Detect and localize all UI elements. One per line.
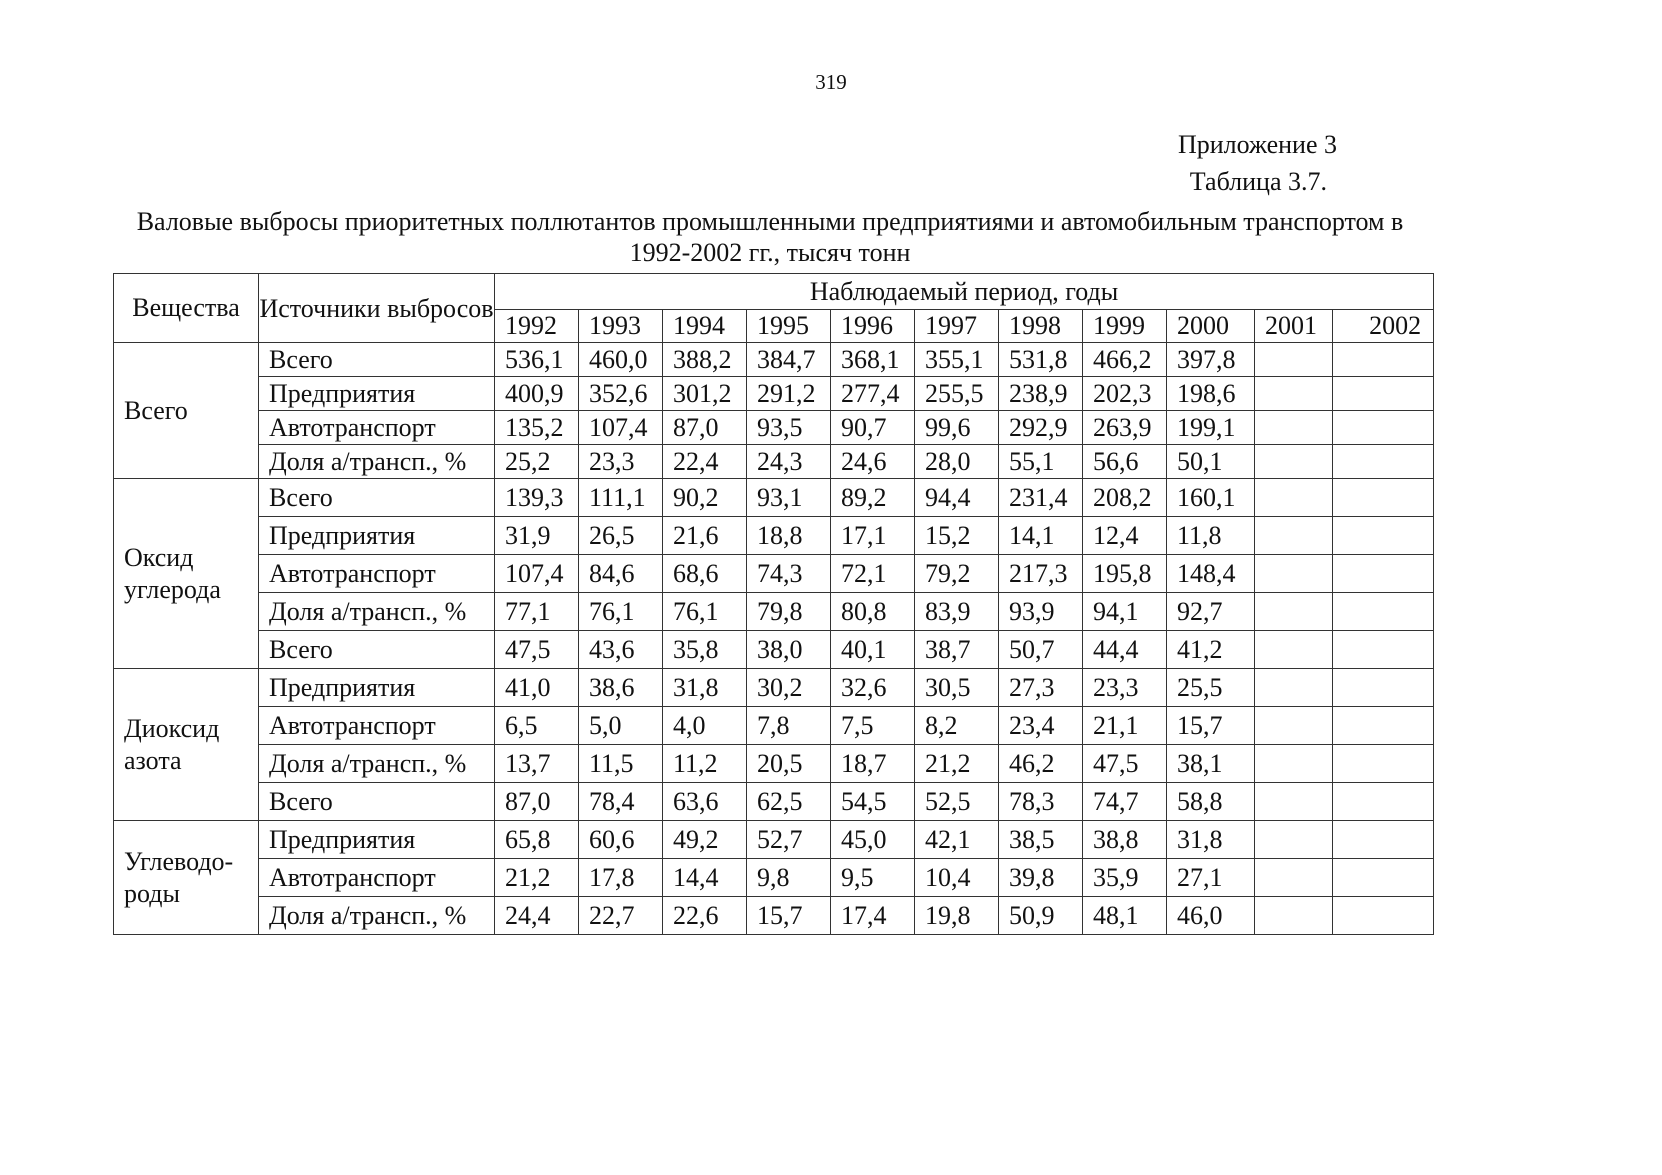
- value-cell: 400,9: [495, 377, 579, 411]
- substance-cell: Оксид углерода: [114, 479, 259, 669]
- value-cell: 49,2: [663, 821, 747, 859]
- value-cell: [1333, 593, 1434, 631]
- table-row: [114, 859, 1434, 897]
- value-cell: 202,3: [1083, 377, 1167, 411]
- source-cell: Всего: [259, 631, 495, 669]
- value-cell: 199,1: [1167, 411, 1255, 445]
- value-cell: 50,9: [999, 897, 1083, 935]
- value-cell: [1255, 479, 1333, 517]
- value-cell: [1333, 445, 1434, 479]
- value-cell: 80,8: [831, 593, 915, 631]
- value-cell: 55,1: [999, 445, 1083, 479]
- source-cell: Автотранспорт: [259, 411, 495, 445]
- source-cell: Доля а/трансп., %: [259, 897, 495, 935]
- value-cell: 92,7: [1167, 593, 1255, 631]
- table-row: [114, 479, 1434, 517]
- emissions-table: [113, 273, 1434, 935]
- value-cell: 65,8: [495, 821, 579, 859]
- value-cell: 8,2: [915, 707, 999, 745]
- value-cell: 87,0: [495, 783, 579, 821]
- value-cell: [1333, 631, 1434, 669]
- value-cell: 397,8: [1167, 343, 1255, 377]
- value-cell: 355,1: [915, 343, 999, 377]
- value-cell: 11,2: [663, 745, 747, 783]
- value-cell: [1255, 593, 1333, 631]
- header-year: 1995: [747, 310, 831, 343]
- value-cell: [1333, 897, 1434, 935]
- value-cell: 48,1: [1083, 897, 1167, 935]
- value-cell: 90,7: [831, 411, 915, 445]
- value-cell: 11,5: [579, 745, 663, 783]
- value-cell: 6,5: [495, 707, 579, 745]
- source-cell: Доля а/трансп., %: [259, 445, 495, 479]
- source-cell: Автотранспорт: [259, 555, 495, 593]
- value-cell: 14,4: [663, 859, 747, 897]
- header-year: 1999: [1083, 310, 1167, 343]
- value-cell: 21,6: [663, 517, 747, 555]
- value-cell: 38,0: [747, 631, 831, 669]
- value-cell: 26,5: [579, 517, 663, 555]
- value-cell: 27,3: [999, 669, 1083, 707]
- value-cell: [1255, 783, 1333, 821]
- value-cell: 25,2: [495, 445, 579, 479]
- value-cell: 21,2: [915, 745, 999, 783]
- value-cell: 31,8: [663, 669, 747, 707]
- value-cell: 31,8: [1167, 821, 1255, 859]
- header-year: 1993: [579, 310, 663, 343]
- table-title: Валовые выбросы приоритетных поллютантов промышленными предприятиями и автомобильным транспортом в 1992-2002 гг., тысяч тонн: [136, 207, 1404, 267]
- value-cell: 87,0: [663, 411, 747, 445]
- value-cell: 41,2: [1167, 631, 1255, 669]
- value-cell: 47,5: [1083, 745, 1167, 783]
- value-cell: 15,7: [747, 897, 831, 935]
- value-cell: 10,4: [915, 859, 999, 897]
- value-cell: 30,5: [915, 669, 999, 707]
- value-cell: [1255, 411, 1333, 445]
- value-cell: 24,3: [747, 445, 831, 479]
- value-cell: 277,4: [831, 377, 915, 411]
- value-cell: 25,5: [1167, 669, 1255, 707]
- value-cell: 42,1: [915, 821, 999, 859]
- header-substance: Вещества: [114, 274, 259, 343]
- value-cell: 22,6: [663, 897, 747, 935]
- value-cell: 255,5: [915, 377, 999, 411]
- value-cell: 107,4: [579, 411, 663, 445]
- value-cell: 76,1: [663, 593, 747, 631]
- source-cell: Всего: [259, 343, 495, 377]
- page-number: 319: [815, 70, 847, 94]
- value-cell: 78,4: [579, 783, 663, 821]
- header-year: 1997: [915, 310, 999, 343]
- header-year: 1996: [831, 310, 915, 343]
- value-cell: 15,2: [915, 517, 999, 555]
- value-cell: 18,7: [831, 745, 915, 783]
- value-cell: 7,5: [831, 707, 915, 745]
- substance-cell: Углеводо-роды: [114, 821, 259, 935]
- value-cell: 52,7: [747, 821, 831, 859]
- value-cell: 31,9: [495, 517, 579, 555]
- value-cell: 84,6: [579, 555, 663, 593]
- table-row: [114, 707, 1434, 745]
- value-cell: 13,7: [495, 745, 579, 783]
- value-cell: 291,2: [747, 377, 831, 411]
- value-cell: [1333, 411, 1434, 445]
- value-cell: 38,6: [579, 669, 663, 707]
- value-cell: 23,3: [579, 445, 663, 479]
- value-cell: 5,0: [579, 707, 663, 745]
- value-cell: 23,4: [999, 707, 1083, 745]
- value-cell: 47,5: [495, 631, 579, 669]
- value-cell: 43,6: [579, 631, 663, 669]
- value-cell: 14,1: [999, 517, 1083, 555]
- value-cell: 93,1: [747, 479, 831, 517]
- value-cell: 21,2: [495, 859, 579, 897]
- value-cell: [1255, 555, 1333, 593]
- value-cell: 46,2: [999, 745, 1083, 783]
- value-cell: 11,8: [1167, 517, 1255, 555]
- value-cell: 198,6: [1167, 377, 1255, 411]
- value-cell: 352,6: [579, 377, 663, 411]
- value-cell: 21,1: [1083, 707, 1167, 745]
- value-cell: 94,4: [915, 479, 999, 517]
- value-cell: 17,4: [831, 897, 915, 935]
- value-cell: 292,9: [999, 411, 1083, 445]
- value-cell: [1333, 707, 1434, 745]
- value-cell: 83,9: [915, 593, 999, 631]
- source-cell: Автотранспорт: [259, 859, 495, 897]
- header-source: Источники выбросов: [259, 274, 495, 343]
- value-cell: 208,2: [1083, 479, 1167, 517]
- value-cell: [1255, 377, 1333, 411]
- table-row: [114, 669, 1434, 707]
- value-cell: 368,1: [831, 343, 915, 377]
- table-row: [114, 377, 1434, 411]
- value-cell: 9,5: [831, 859, 915, 897]
- value-cell: 388,2: [663, 343, 747, 377]
- value-cell: 38,7: [915, 631, 999, 669]
- value-cell: [1255, 445, 1333, 479]
- source-cell: Предприятия: [259, 377, 495, 411]
- value-cell: 50,7: [999, 631, 1083, 669]
- value-cell: 58,8: [1167, 783, 1255, 821]
- value-cell: [1255, 517, 1333, 555]
- value-cell: 32,6: [831, 669, 915, 707]
- table-row: [114, 343, 1434, 377]
- table-label: Таблица 3.7.: [1189, 167, 1327, 196]
- value-cell: 79,2: [915, 555, 999, 593]
- value-cell: 531,8: [999, 343, 1083, 377]
- value-cell: 62,5: [747, 783, 831, 821]
- value-cell: [1255, 897, 1333, 935]
- value-cell: 231,4: [999, 479, 1083, 517]
- value-cell: 17,8: [579, 859, 663, 897]
- value-cell: 78,3: [999, 783, 1083, 821]
- value-cell: 27,1: [1167, 859, 1255, 897]
- value-cell: 74,7: [1083, 783, 1167, 821]
- value-cell: 139,3: [495, 479, 579, 517]
- header-year: 2001: [1255, 310, 1333, 343]
- value-cell: 40,1: [831, 631, 915, 669]
- table-row: [114, 897, 1434, 935]
- value-cell: [1255, 821, 1333, 859]
- header-year: 2002: [1333, 310, 1434, 343]
- value-cell: 68,6: [663, 555, 747, 593]
- source-cell: Доля а/трансп., %: [259, 593, 495, 631]
- value-cell: 35,8: [663, 631, 747, 669]
- value-cell: 22,7: [579, 897, 663, 935]
- value-cell: 45,0: [831, 821, 915, 859]
- value-cell: 72,1: [831, 555, 915, 593]
- table-row: [114, 445, 1434, 479]
- header-period: Наблюдаемый период, годы: [495, 274, 1434, 310]
- value-cell: 54,5: [831, 783, 915, 821]
- value-cell: [1255, 669, 1333, 707]
- table-row: [114, 555, 1434, 593]
- value-cell: 22,4: [663, 445, 747, 479]
- substance-cell: Всего: [114, 343, 259, 479]
- value-cell: 107,4: [495, 555, 579, 593]
- source-cell: Доля а/трансп., %: [259, 745, 495, 783]
- value-cell: 93,9: [999, 593, 1083, 631]
- value-cell: [1333, 821, 1434, 859]
- header-year: 1994: [663, 310, 747, 343]
- value-cell: 90,2: [663, 479, 747, 517]
- value-cell: 536,1: [495, 343, 579, 377]
- value-cell: 19,8: [915, 897, 999, 935]
- value-cell: 460,0: [579, 343, 663, 377]
- value-cell: 384,7: [747, 343, 831, 377]
- table-row: [114, 517, 1434, 555]
- value-cell: 24,6: [831, 445, 915, 479]
- value-cell: 217,3: [999, 555, 1083, 593]
- source-cell: Предприятия: [259, 821, 495, 859]
- value-cell: [1333, 479, 1434, 517]
- value-cell: 4,0: [663, 707, 747, 745]
- value-cell: 18,8: [747, 517, 831, 555]
- table-row: [114, 821, 1434, 859]
- value-cell: 30,2: [747, 669, 831, 707]
- table-row: [114, 631, 1434, 669]
- substance-cell: Диоксид азота: [114, 669, 259, 821]
- header-year: 1992: [495, 310, 579, 343]
- table-row: [114, 783, 1434, 821]
- value-cell: 93,5: [747, 411, 831, 445]
- value-cell: 76,1: [579, 593, 663, 631]
- source-cell: Предприятия: [259, 669, 495, 707]
- value-cell: 38,1: [1167, 745, 1255, 783]
- value-cell: 38,8: [1083, 821, 1167, 859]
- value-cell: 79,8: [747, 593, 831, 631]
- value-cell: [1255, 745, 1333, 783]
- value-cell: [1255, 859, 1333, 897]
- value-cell: 23,3: [1083, 669, 1167, 707]
- value-cell: [1333, 669, 1434, 707]
- value-cell: 46,0: [1167, 897, 1255, 935]
- value-cell: 74,3: [747, 555, 831, 593]
- value-cell: 41,0: [495, 669, 579, 707]
- value-cell: [1255, 343, 1333, 377]
- source-cell: Автотранспорт: [259, 707, 495, 745]
- value-cell: 12,4: [1083, 517, 1167, 555]
- value-cell: 28,0: [915, 445, 999, 479]
- value-cell: [1255, 707, 1333, 745]
- value-cell: 60,6: [579, 821, 663, 859]
- value-cell: 263,9: [1083, 411, 1167, 445]
- value-cell: 35,9: [1083, 859, 1167, 897]
- value-cell: [1333, 783, 1434, 821]
- value-cell: 99,6: [915, 411, 999, 445]
- source-cell: Всего: [259, 783, 495, 821]
- value-cell: 111,1: [579, 479, 663, 517]
- value-cell: [1255, 631, 1333, 669]
- value-cell: 56,6: [1083, 445, 1167, 479]
- value-cell: [1333, 745, 1434, 783]
- value-cell: 301,2: [663, 377, 747, 411]
- value-cell: [1333, 377, 1434, 411]
- value-cell: 15,7: [1167, 707, 1255, 745]
- appendix-label: Приложение 3: [1177, 130, 1337, 159]
- value-cell: 94,1: [1083, 593, 1167, 631]
- value-cell: 24,4: [495, 897, 579, 935]
- value-cell: 63,6: [663, 783, 747, 821]
- value-cell: 77,1: [495, 593, 579, 631]
- table-row: [114, 411, 1434, 445]
- value-cell: 89,2: [831, 479, 915, 517]
- table-row: [114, 745, 1434, 783]
- value-cell: 148,4: [1167, 555, 1255, 593]
- value-cell: 44,4: [1083, 631, 1167, 669]
- value-cell: 50,1: [1167, 445, 1255, 479]
- value-cell: [1333, 859, 1434, 897]
- header-year: 1998: [999, 310, 1083, 343]
- value-cell: 39,8: [999, 859, 1083, 897]
- value-cell: 238,9: [999, 377, 1083, 411]
- value-cell: 195,8: [1083, 555, 1167, 593]
- value-cell: 160,1: [1167, 479, 1255, 517]
- value-cell: 466,2: [1083, 343, 1167, 377]
- value-cell: 9,8: [747, 859, 831, 897]
- value-cell: 17,1: [831, 517, 915, 555]
- value-cell: 135,2: [495, 411, 579, 445]
- source-cell: Всего: [259, 479, 495, 517]
- value-cell: [1333, 517, 1434, 555]
- value-cell: 52,5: [915, 783, 999, 821]
- value-cell: [1333, 343, 1434, 377]
- table-row: [114, 593, 1434, 631]
- value-cell: [1333, 555, 1434, 593]
- header-year: 2000: [1167, 310, 1255, 343]
- value-cell: 7,8: [747, 707, 831, 745]
- value-cell: 20,5: [747, 745, 831, 783]
- source-cell: Предприятия: [259, 517, 495, 555]
- value-cell: 38,5: [999, 821, 1083, 859]
